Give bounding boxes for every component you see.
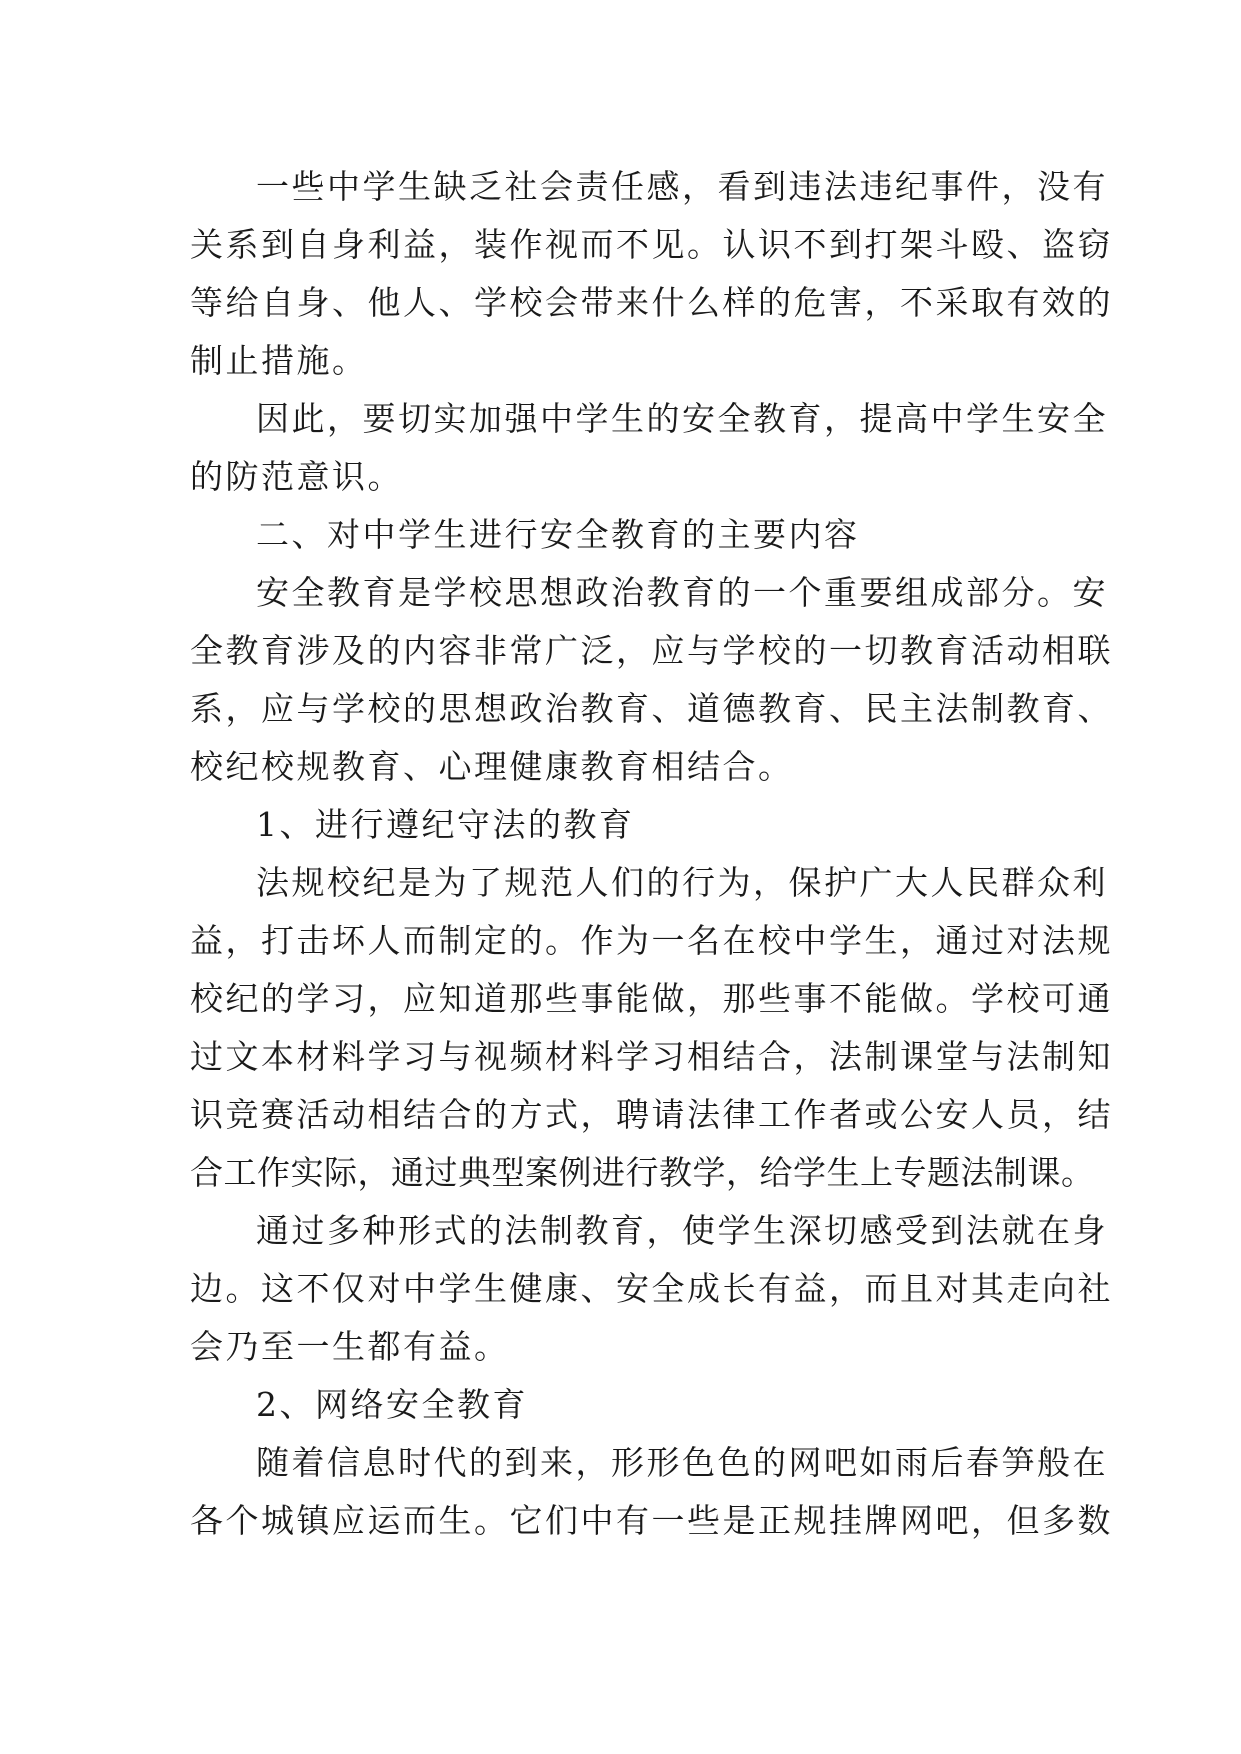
- paragraph-line: 制止措施。: [190, 341, 368, 380]
- paragraph-line: 校纪校规教育、心理健康教育相结合。: [190, 747, 794, 786]
- paragraph-line: 因此，要切实加强中学生的安全教育，提高中学生安全: [256, 399, 1108, 438]
- subsection-heading: 1、进行遵纪守法的教育: [256, 805, 635, 844]
- paragraph-line: 校纪的学习，应知道那些事能做，那些事不能做。学校可通: [190, 979, 1113, 1018]
- paragraph-line: 法规校纪是为了规范人们的行为，保护广大人民群众利: [256, 863, 1108, 902]
- paragraph-line: 全教育涉及的内容非常广泛，应与学校的一切教育活动相联: [190, 631, 1113, 670]
- subsection-heading: 2、网络安全教育: [256, 1385, 528, 1424]
- paragraph-line: 随着信息时代的到来，形形色色的网吧如雨后春笋般在: [256, 1443, 1108, 1482]
- paragraph-line: 安全教育是学校思想政治教育的一个重要组成部分。安: [256, 573, 1108, 612]
- paragraph-line: 会乃至一生都有益。: [190, 1327, 510, 1366]
- paragraph-line: 关系到自身利益，装作视而不见。认识不到打架斗殴、盗窃: [190, 225, 1113, 264]
- paragraph-line: 的防范意识。: [190, 457, 403, 496]
- paragraph-line: 各个城镇应运而生。它们中有一些是正规挂牌网吧，但多数: [190, 1501, 1113, 1540]
- paragraph-line: 边。这不仅对中学生健康、安全成长有益，而且对其走向社: [190, 1269, 1113, 1308]
- paragraph-line: 等给自身、他人、学校会带来什么样的危害，不采取有效的: [190, 283, 1113, 322]
- paragraph-line: 一些中学生缺乏社会责任感，看到违法违纪事件，没有: [256, 167, 1108, 206]
- paragraph-line: 系，应与学校的思想政治教育、道德教育、民主法制教育、: [190, 689, 1113, 728]
- paragraph-line: 通过多种形式的法制教育，使学生深切感受到法就在身: [256, 1211, 1108, 1250]
- section-heading: 二、对中学生进行安全教育的主要内容: [256, 515, 860, 554]
- paragraph-line: 合工作实际，通过典型案例进行教学，给学生上专题法制课。: [190, 1153, 1095, 1192]
- paragraph-line: 过文本材料学习与视频材料学习相结合，法制课堂与法制知: [190, 1037, 1113, 1076]
- paragraph-line: 识竞赛活动相结合的方式，聘请法律工作者或公安人员，结: [190, 1095, 1113, 1134]
- paragraph-line: 益，打击坏人而制定的。作为一名在校中学生，通过对法规: [190, 921, 1113, 960]
